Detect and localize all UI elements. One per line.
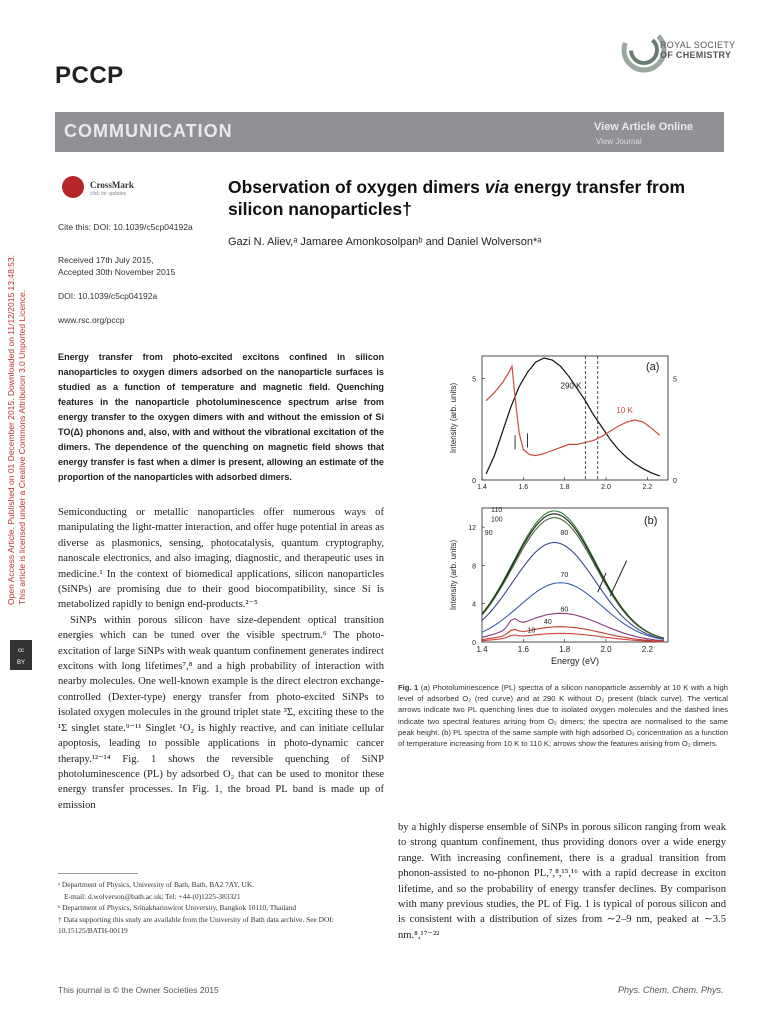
panel-label-a: (a)	[646, 361, 660, 373]
x-tick-label: 1.6	[518, 484, 529, 491]
open-access-notice: Open Access Article. Published on 01 December 2015. Downloaded on 11/12/2015 13:48:53. This article is licensed under a Creative Commons Attribution 3.0 Unported Licence.	[6, 255, 27, 605]
x-tick-label: 1.4	[477, 484, 487, 491]
body-column-right	[398, 820, 726, 943]
x-tick-label: 1.8	[559, 645, 571, 654]
received-date: Received 17th July 2015,	[58, 255, 154, 265]
y-tick-label: 12	[468, 525, 476, 533]
affiliation-a: ᵃ Department of Physics, University of Bath, Bath, BA2 7AY, UK.	[58, 880, 255, 889]
accepted-date: Accepted 30th November 2015	[58, 267, 176, 277]
chart-panel-a	[449, 356, 677, 491]
cc-by-license-icon[interactable]	[10, 640, 32, 670]
x-axis-label: Energy (eV)	[550, 656, 600, 666]
affiliation-b: ᵇ Department of Physics, Srinakharinwirot University, Bangkok 10110, Thailand	[58, 903, 297, 913]
cite-this: Cite this: DOI: 10.1039/c5cp04192a	[58, 222, 193, 232]
y-tick-label: 8	[472, 563, 476, 571]
view-article-online-link[interactable]: View Article Online	[594, 121, 694, 133]
panel-label-b: (b)	[644, 515, 658, 527]
x-tick-label: 2.0	[601, 484, 611, 491]
series-line-90	[482, 518, 664, 639]
x-tick-label: 2.0	[600, 645, 612, 654]
x-tick-label: 1.4	[476, 645, 488, 654]
dimer-arrow	[610, 561, 627, 596]
journal-url[interactable]: www.rsc.org/pccp	[58, 315, 125, 325]
series-label-80: 80	[560, 529, 569, 537]
series-label-100: 100	[491, 516, 503, 524]
crossmark-sub: click for updates	[90, 191, 127, 197]
series-line-70	[482, 583, 664, 640]
data-note: † Data supporting this study are available from the University of Bath data archive. See DOI: 10.15125/BATH-00119	[58, 914, 334, 936]
series-line-10	[482, 633, 664, 641]
series-label-60: 60	[560, 606, 569, 614]
x-tick-label: 2.2	[642, 484, 653, 491]
y-tick-label: 0	[472, 478, 476, 485]
body-paragraph: Semiconducting or metallic nanoparticles offer numerous ways of manipulating the light-matter interaction, and offer huge potential in areas as diverse as plasmonics, sensing, photocatalysis, quantum cryptography, nanoscale electronics, and also imaging, diagnostic, and therapeutic uses in medicine.¹ In the context of biomedical applications, silicon nanoparticles (SiNPs) are promising due to their good biocompatibility, since Si is metabolized rapidly to benign end-products.²⁻⁵	[58, 507, 384, 611]
footnote-divider	[58, 873, 138, 874]
view-journal-link[interactable]: View Journal	[596, 137, 642, 146]
y-tick-label-right: 0	[673, 478, 677, 485]
abstract: Energy transfer from photo-excited excitons confined in silicon nanoparticles to oxygen dimers adsorbed on the nanoparticle surfaces is studied as a function of temperature and magnetic field. Quenching features in the nanoparticle photoluminescence spectrum arise from energy transfer to the oxygen dimers with and without the emission of Si TO(Δ) phonons and, also, with and without the vibrational excitation of the dimers. The dependence of the quenching on magnetic field shows that energy transfer is fast when a dimer is present, allowing an estimate of the proportion of the nanoparticles with adsorbed dimers.	[58, 352, 384, 482]
series-label-70: 70	[560, 571, 569, 579]
series-line-10K	[486, 366, 660, 455]
body-paragraph: by a highly disperse ensemble of SiNPs in porous silicon ranging from weak to strong quantum confinement, thus providing donors over a wide energy range. With increasing confinement, there is a gradual transition from phonon-assisted to no-phonon PL,⁷,⁸,¹⁵,¹⁶ with a rapid decrease in exciton lifetime, and so the probability of energy transfer declines. By comparison with many previous studies, the PL of Fig. 1 is typical of porous silicon and is consistent with a distribution of sizes from ∼2–9 nm, peaked at ∼3.5 nm.⁸,¹⁷⁻²²	[398, 822, 726, 941]
plot-frame	[482, 356, 668, 480]
series-label-90: 90	[484, 529, 493, 537]
section-title: COMMUNICATION	[64, 121, 233, 141]
publisher-logo-text: ROYAL SOCIETY OF CHEMISTRY	[660, 40, 736, 60]
series-line-100	[482, 514, 664, 638]
y-tick-label: 4	[472, 601, 476, 609]
journal-name: PCCP	[55, 62, 124, 89]
footnotes	[58, 879, 384, 937]
svg-text:cc: cc	[18, 648, 24, 654]
footer-journal: Phys. Chem. Chem. Phys.	[618, 985, 724, 995]
article-title: Observation of oxygen dimers via energy transfer from silicon nanoparticles†	[228, 177, 686, 219]
y-tick-label: 5	[472, 376, 476, 384]
svg-text:BY: BY	[16, 660, 26, 666]
crossmark-label[interactable]: CrossMark	[90, 180, 134, 190]
x-tick-label: 1.8	[559, 484, 570, 491]
annotation-10K: 10 K	[616, 405, 633, 415]
series-line-290K	[486, 358, 660, 476]
doi[interactable]: DOI: 10.1039/c5cp04192a	[58, 291, 158, 301]
author-list: Gazi N. Aliev,ᵃ Jamaree Amonkosolpanᵇ and Daniel Wolverson*ᵃ	[228, 236, 542, 248]
footer-copyright: This journal is © the Owner Societies 2015	[58, 985, 219, 995]
y-axis-label: Intensity (arb. units)	[449, 539, 458, 611]
chart-panel-b	[449, 507, 668, 666]
figure-caption: Fig. 1 (a) Photoluminescence (PL) spectra of a silicon nanoparticle assembly at 10 K with a high level of adsorbed O₂ (red curve) and at 290 K without O₂ present (black curve). The vertical arrows indicate two PL quenching lines due to isolated oxygen molecules and the dashed lines indicate two spectral features arising from O₂ dimers; the spectra are normalised to the same peak height. (b) PL spectra of the same sample with high adsorbed O₂ concentration as a function of temperature increasing from 10 K to 110 K; arrows show the features arising from O₂ dimers.	[398, 683, 728, 749]
email-line[interactable]: E-mail: d.wolverson@bath.ac.uk; Tel: +44-(0)1225-383321	[64, 891, 241, 901]
body-paragraph: SiNPs within porous silicon have size-dependent optical transition energies which can be tuned over the visible spectrum.⁶ The photo-excitation of large SiNPs with weak quantum confinement generates indirect excitons with long lifetimes⁷,⁸ and a high probability of interaction with nearby molecules. One well-known example is the direct electron exchange-controlled (Dexter-type) energy transfer from photo-excited SiNPs to isolated oxygen molecules in the ground triplet state ³Σ, exciting these to the ¹Σ singlet state.⁹⁻¹¹ Singlet ¹O₂ is highly reactive, and can initiate cellular apoptosis, leading to possible applications in photo-dynamic cancer therapy.¹²⁻¹⁴ Fig. 1 shows the reversible quenching of SiNP photoluminescence (PL) by adsorbed O₂ that can be used to monitor these energy transfer processes. In Fig. 1, the broad PL band is made up of emission	[58, 614, 384, 811]
figure-1	[430, 350, 730, 680]
body-column-left	[58, 505, 384, 813]
x-tick-label: 2.2	[641, 645, 653, 654]
series-label-40: 40	[544, 618, 552, 626]
annotation-290K: 290 K	[560, 381, 582, 391]
series-label-110: 110	[491, 506, 503, 514]
y-axis-label: Intensity (arb. units)	[449, 382, 458, 454]
x-tick-label: 1.6	[517, 645, 529, 654]
series-label-10: 10	[527, 627, 536, 635]
crossmark-icon[interactable]	[62, 176, 84, 198]
y-tick-label: 0	[472, 640, 476, 647]
y-tick-label-right: 5	[673, 376, 677, 384]
